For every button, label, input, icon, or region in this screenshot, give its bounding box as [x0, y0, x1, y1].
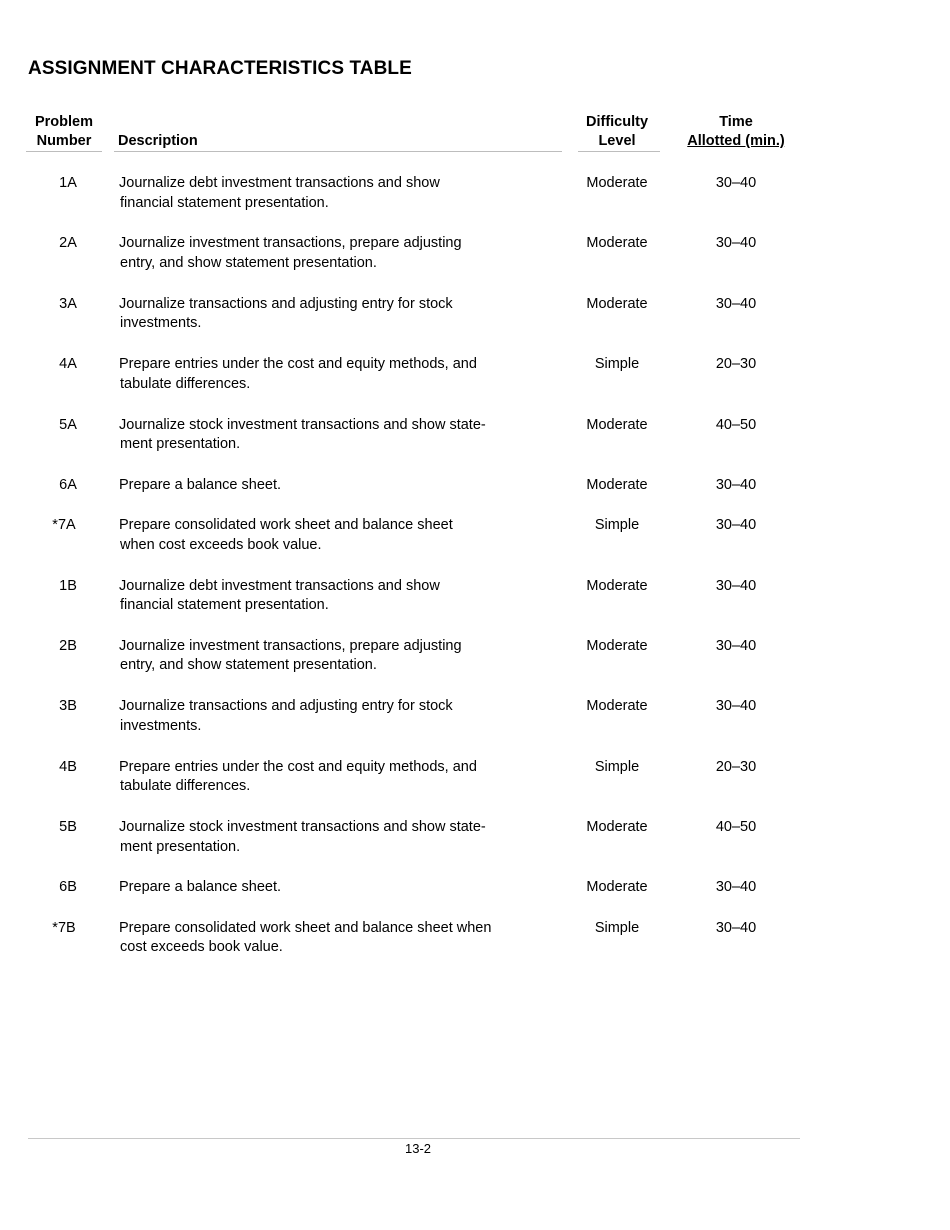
difficulty-level: Simple [594, 356, 640, 373]
problem-number: 1B [59, 577, 77, 594]
problem-number: 2A [59, 235, 77, 252]
description-line1: Prepare consolidated work sheet and balance sheet [119, 517, 453, 534]
difficulty-level: Moderate [586, 235, 648, 252]
table-row [0, 355, 950, 415]
page-number: 13-2 [404, 1141, 432, 1156]
problem-description [118, 758, 539, 797]
description-line1: Journalize investment transactions, prepare adjusting [119, 637, 462, 654]
table-row [0, 697, 950, 757]
problem-description [118, 355, 539, 394]
difficulty-level: Moderate [586, 879, 648, 896]
difficulty-level: Moderate [586, 577, 648, 594]
difficulty-level: Moderate [586, 819, 648, 836]
problem-description [118, 818, 539, 857]
description-line2: ment presentation. [120, 838, 241, 855]
problem-description [118, 577, 539, 616]
time-allotted: 30–40 [715, 577, 757, 594]
difficulty-level: Simple [594, 758, 640, 775]
header-difficulty-level [578, 113, 656, 151]
description-line1: Prepare a balance sheet. [119, 879, 282, 896]
table-row [0, 516, 950, 576]
description-line2: entry, and show statement presentation. [120, 657, 377, 674]
problem-description [118, 637, 539, 676]
table-row [0, 174, 950, 234]
description-line2: financial statement presentation. [120, 194, 329, 211]
table-row [0, 637, 950, 697]
problem-number: 5A [59, 416, 77, 433]
description-line2: tabulate differences. [120, 778, 251, 795]
difficulty-level: Simple [594, 919, 640, 936]
description-line1: Journalize stock investment transactions and show state- [119, 416, 486, 433]
difficulty-level: Moderate [586, 295, 648, 312]
problem-number: 3B [59, 698, 77, 715]
time-allotted: 30–40 [715, 637, 757, 654]
header-difficulty-line1: Difficulty [585, 114, 649, 130]
description-line2: investments. [120, 315, 202, 332]
time-allotted: 30–40 [715, 175, 757, 191]
page-title: ASSIGNMENT CHARACTERISTICS TABLE [28, 58, 412, 79]
header-rule-difficulty [578, 151, 660, 152]
footer-rule [28, 1138, 800, 1139]
difficulty-level: Moderate [586, 175, 648, 191]
description-line1: Prepare entries under the cost and equity methods, and [119, 356, 477, 373]
problem-number: *7B [52, 919, 76, 936]
problem-number: 4B [59, 758, 77, 775]
problem-number: 3A [59, 295, 77, 312]
description-line2: ment presentation. [120, 436, 241, 453]
description-line2: tabulate differences. [120, 375, 251, 392]
problem-description [118, 697, 539, 736]
problem-description [118, 919, 539, 958]
description-line2: entry, and show statement presentation. [120, 254, 377, 271]
assignment-table [0, 174, 950, 979]
problem-description [118, 416, 539, 455]
time-allotted: 30–40 [715, 517, 757, 534]
description-line1: Journalize transactions and adjusting entry for stock [119, 698, 453, 715]
header-problem-line1: Problem [34, 114, 93, 130]
description-line2: investments. [120, 717, 202, 734]
table-row [0, 818, 950, 878]
header-time-line2: Allotted (min.) [687, 133, 785, 149]
description-line1: Prepare entries under the cost and equity methods, and [119, 758, 477, 775]
time-allotted: 30–40 [715, 235, 757, 252]
description-line2: cost exceeds book value. [120, 939, 283, 956]
description-line1: Prepare a balance sheet. [119, 476, 282, 493]
header-description: Description [118, 133, 198, 149]
time-allotted: 30–40 [715, 295, 757, 312]
table-row [0, 234, 950, 294]
difficulty-level: Simple [594, 517, 640, 534]
difficulty-level: Moderate [586, 637, 648, 654]
time-allotted: 40–50 [715, 819, 757, 836]
table-row [0, 295, 950, 355]
description-line1: Prepare consolidated work sheet and balance sheet when [119, 919, 492, 936]
description-line1: Journalize investment transactions, prepare adjusting [119, 235, 462, 252]
table-row [0, 476, 950, 516]
time-allotted: 20–30 [715, 356, 757, 373]
header-problem-number [26, 113, 102, 151]
problem-number: *7A [52, 517, 76, 534]
time-allotted: 30–40 [715, 919, 757, 936]
time-allotted: 30–40 [715, 879, 757, 896]
description-line2: when cost exceeds book value. [120, 536, 322, 553]
difficulty-level: Moderate [586, 698, 648, 715]
description-line1: Journalize debt investment transactions and show [119, 577, 440, 594]
problem-description [118, 476, 539, 496]
difficulty-level: Moderate [586, 476, 648, 493]
header-time-line1: Time [719, 114, 753, 130]
header-rule-description [114, 151, 562, 152]
description-line1: Journalize transactions and adjusting entry for stock [119, 295, 453, 312]
header-difficulty-line2: Level [598, 133, 636, 149]
problem-description [118, 234, 539, 273]
time-allotted: 20–30 [715, 758, 757, 775]
problem-number: 6A [59, 476, 77, 493]
problem-description [118, 295, 539, 334]
time-allotted: 40–50 [715, 416, 757, 433]
description-line1: Journalize debt investment transactions and show [119, 175, 440, 191]
header-problem-line2: Number [36, 133, 92, 149]
problem-number: 6B [59, 879, 77, 896]
problem-number: 2B [59, 637, 77, 654]
time-allotted: 30–40 [715, 476, 757, 493]
time-allotted: 30–40 [715, 698, 757, 715]
description-line1: Journalize stock investment transactions and show state- [119, 819, 486, 836]
table-row [0, 878, 950, 918]
problem-number: 5B [59, 819, 77, 836]
problem-description [118, 516, 539, 555]
table-row [0, 919, 950, 979]
description-line2: financial statement presentation. [120, 597, 329, 614]
table-row [0, 577, 950, 637]
problem-description [118, 174, 539, 213]
difficulty-level: Moderate [586, 416, 648, 433]
header-rule-number [26, 151, 102, 152]
table-row [0, 758, 950, 818]
problem-number: 1A [59, 175, 77, 191]
problem-description [118, 878, 539, 898]
table-row [0, 416, 950, 476]
header-time-allotted [676, 113, 796, 151]
problem-number: 4A [59, 356, 77, 373]
